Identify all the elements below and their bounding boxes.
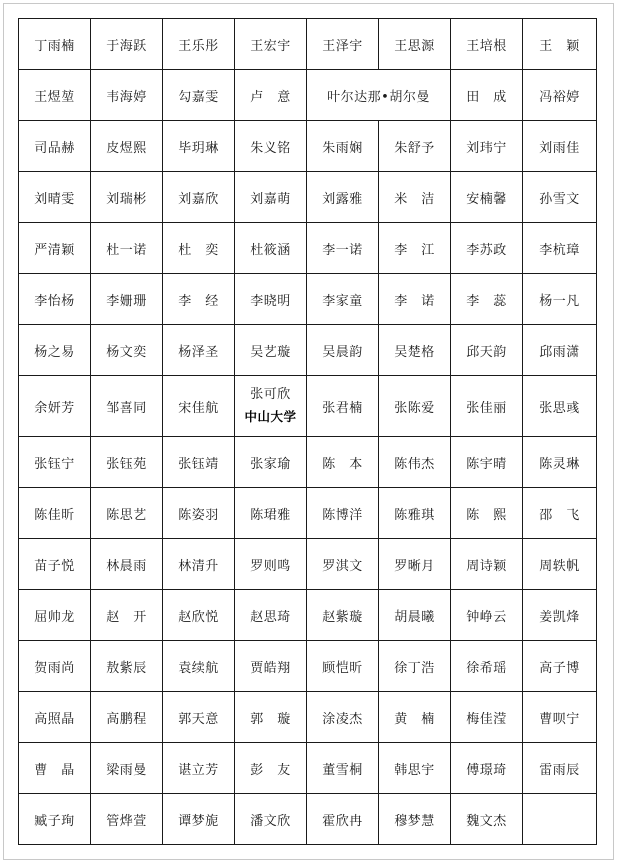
empty-cell bbox=[523, 794, 597, 845]
name-cell: 朱义铭 bbox=[235, 121, 307, 172]
name-text: 张可欣 bbox=[250, 386, 291, 402]
name-cell: 李 江 bbox=[379, 223, 451, 274]
name-cell: 陈伟杰 bbox=[379, 437, 451, 488]
name-cell: 高鹏程 bbox=[91, 692, 163, 743]
name-cell: 敖紫辰 bbox=[91, 641, 163, 692]
name-cell: 穆梦慧 bbox=[379, 794, 451, 845]
table-row bbox=[19, 325, 597, 376]
name-cell: 严清颖 bbox=[19, 223, 91, 274]
name-cell: 王思源 bbox=[379, 19, 451, 70]
name-cell: 贾皓翔 bbox=[235, 641, 307, 692]
name-cell: 丁雨楠 bbox=[19, 19, 91, 70]
table-row bbox=[19, 743, 597, 794]
name-cell: 屈帅龙 bbox=[19, 590, 91, 641]
name-cell: 赵欣悦 bbox=[163, 590, 235, 641]
name-cell: 刘瑞彬 bbox=[91, 172, 163, 223]
name-cell: 张佳丽 bbox=[451, 376, 523, 437]
name-cell: 谭梦旎 bbox=[163, 794, 235, 845]
name-cell: 胡晨曦 bbox=[379, 590, 451, 641]
name-cell: 涂凌杰 bbox=[307, 692, 379, 743]
table-row bbox=[19, 121, 597, 172]
name-cell: 雷雨辰 bbox=[523, 743, 597, 794]
name-cell: 刘嘉萌 bbox=[235, 172, 307, 223]
name-cell: 张思彧 bbox=[523, 376, 597, 437]
table-row bbox=[19, 641, 597, 692]
name-cell: 张陈爱 bbox=[379, 376, 451, 437]
name-cell: 张钰苑 bbox=[91, 437, 163, 488]
name-cell: 彭 友 bbox=[235, 743, 307, 794]
name-cell: 勾嘉雯 bbox=[163, 70, 235, 121]
name-cell: 李杭璋 bbox=[523, 223, 597, 274]
name-cell: 曹 晶 bbox=[19, 743, 91, 794]
name-cell: 安楠馨 bbox=[451, 172, 523, 223]
table-row bbox=[19, 488, 597, 539]
name-cell: 管烨萱 bbox=[91, 794, 163, 845]
name-cell: 林清升 bbox=[163, 539, 235, 590]
name-cell: 高子博 bbox=[523, 641, 597, 692]
name-cell: 杨之易 bbox=[19, 325, 91, 376]
name-cell: 王煜堃 bbox=[19, 70, 91, 121]
name-cell: 杨一凡 bbox=[523, 274, 597, 325]
name-cell: 姜凯烽 bbox=[523, 590, 597, 641]
name-cell: 赵 开 bbox=[91, 590, 163, 641]
name-cell: 徐希瑶 bbox=[451, 641, 523, 692]
table-row bbox=[19, 274, 597, 325]
name-cell: 罗晰月 bbox=[379, 539, 451, 590]
name-cell: 董雪桐 bbox=[307, 743, 379, 794]
name-cell: 邱雨潇 bbox=[523, 325, 597, 376]
school-label: 中山大学 bbox=[244, 409, 297, 425]
table-row bbox=[19, 376, 597, 437]
name-cell: 陈思艺 bbox=[91, 488, 163, 539]
name-cell: 王培根 bbox=[451, 19, 523, 70]
name-cell: 张家瑜 bbox=[235, 437, 307, 488]
name-cell: 陈博洋 bbox=[307, 488, 379, 539]
name-cell: 李 诺 bbox=[379, 274, 451, 325]
name-cell: 臧子珣 bbox=[19, 794, 91, 845]
name-cell: 王宏宇 bbox=[235, 19, 307, 70]
name-cell: 刘嘉欣 bbox=[163, 172, 235, 223]
name-cell: 顾恺昕 bbox=[307, 641, 379, 692]
table-row bbox=[19, 539, 597, 590]
name-cell: 刘晴雯 bbox=[19, 172, 91, 223]
name-cell: 陈雅琪 bbox=[379, 488, 451, 539]
name-cell: 李一诺 bbox=[307, 223, 379, 274]
name-cell: 陈珺雅 bbox=[235, 488, 307, 539]
name-cell: 赵紫璇 bbox=[307, 590, 379, 641]
name-cell: 王泽宇 bbox=[307, 19, 379, 70]
name-cell: 林晨雨 bbox=[91, 539, 163, 590]
name-cell: 刘玮宁 bbox=[451, 121, 523, 172]
name-cell: 郭天意 bbox=[163, 692, 235, 743]
name-cell: 魏文杰 bbox=[451, 794, 523, 845]
name-cell: 吴艺璇 bbox=[235, 325, 307, 376]
name-cell: 郭 璇 bbox=[235, 692, 307, 743]
name-cell: 李 蕊 bbox=[451, 274, 523, 325]
name-cell: 朱雨娴 bbox=[307, 121, 379, 172]
name-cell: 曹呗宁 bbox=[523, 692, 597, 743]
name-cell: 陈姿羽 bbox=[163, 488, 235, 539]
name-cell: 孙雪文 bbox=[523, 172, 597, 223]
name-cell: 王 颖 bbox=[523, 19, 597, 70]
name-cell: 张钰宁 bbox=[19, 437, 91, 488]
name-cell: 徐丁浩 bbox=[379, 641, 451, 692]
name-cell: 周轶帆 bbox=[523, 539, 597, 590]
name-cell: 朱舒予 bbox=[379, 121, 451, 172]
name-cell: 于海跃 bbox=[91, 19, 163, 70]
name-cell: 宋佳航 bbox=[163, 376, 235, 437]
name-cell: 杨泽圣 bbox=[163, 325, 235, 376]
name-cell-with-school bbox=[235, 376, 307, 437]
name-cell: 梁雨曼 bbox=[91, 743, 163, 794]
name-cell: 周诗颖 bbox=[451, 539, 523, 590]
name-cell: 张钰靖 bbox=[163, 437, 235, 488]
name-cell: 陈宇晴 bbox=[451, 437, 523, 488]
name-cell: 邹喜同 bbox=[91, 376, 163, 437]
name-cell: 刘露雅 bbox=[307, 172, 379, 223]
name-cell: 李晓明 bbox=[235, 274, 307, 325]
name-cell: 吴楚格 bbox=[379, 325, 451, 376]
name-cell: 陈 本 bbox=[307, 437, 379, 488]
name-cell: 韩思宇 bbox=[379, 743, 451, 794]
name-cell: 余妍芳 bbox=[19, 376, 91, 437]
name-cell: 司品赫 bbox=[19, 121, 91, 172]
table-row bbox=[19, 70, 597, 121]
name-cell: 李姗珊 bbox=[91, 274, 163, 325]
name-cell: 苗子悦 bbox=[19, 539, 91, 590]
name-cell: 黄 楠 bbox=[379, 692, 451, 743]
name-cell: 李 经 bbox=[163, 274, 235, 325]
name-cell: 张君楠 bbox=[307, 376, 379, 437]
name-cell: 谌立芳 bbox=[163, 743, 235, 794]
name-cell: 杜一诺 bbox=[91, 223, 163, 274]
name-cell: 罗则鸣 bbox=[235, 539, 307, 590]
name-cell: 陈 熙 bbox=[451, 488, 523, 539]
name-cell: 邵 飞 bbox=[523, 488, 597, 539]
name-cell: 冯裕婷 bbox=[523, 70, 597, 121]
name-cell: 邱天韵 bbox=[451, 325, 523, 376]
table-row bbox=[19, 794, 597, 845]
table-row bbox=[19, 590, 597, 641]
name-cell: 陈佳昕 bbox=[19, 488, 91, 539]
name-cell: 贺雨尚 bbox=[19, 641, 91, 692]
name-cell: 袁续航 bbox=[163, 641, 235, 692]
name-cell: 皮煜熙 bbox=[91, 121, 163, 172]
name-roster-table bbox=[18, 18, 597, 845]
name-cell: 陈灵琳 bbox=[523, 437, 597, 488]
name-cell: 卢 意 bbox=[235, 70, 307, 121]
table-row bbox=[19, 437, 597, 488]
name-cell: 傅璟琦 bbox=[451, 743, 523, 794]
name-cell: 李家童 bbox=[307, 274, 379, 325]
name-cell: 刘雨佳 bbox=[523, 121, 597, 172]
table-row bbox=[19, 19, 597, 70]
table-row bbox=[19, 223, 597, 274]
name-cell: 米 洁 bbox=[379, 172, 451, 223]
name-cell: 吴晨韵 bbox=[307, 325, 379, 376]
name-cell: 梅佳滢 bbox=[451, 692, 523, 743]
name-cell: 潘文欣 bbox=[235, 794, 307, 845]
name-cell: 毕玥琳 bbox=[163, 121, 235, 172]
name-cell: 高照晶 bbox=[19, 692, 91, 743]
name-cell: 杨文奕 bbox=[91, 325, 163, 376]
name-cell-wide: 叶尔达那•胡尔曼 bbox=[307, 70, 451, 121]
name-cell: 钟峥云 bbox=[451, 590, 523, 641]
name-cell: 李苏政 bbox=[451, 223, 523, 274]
name-cell: 王乐彤 bbox=[163, 19, 235, 70]
name-cell: 罗淇文 bbox=[307, 539, 379, 590]
name-cell: 杜 奕 bbox=[163, 223, 235, 274]
name-cell: 赵思琦 bbox=[235, 590, 307, 641]
table-row bbox=[19, 692, 597, 743]
name-cell: 杜筱涵 bbox=[235, 223, 307, 274]
name-cell: 霍欣冉 bbox=[307, 794, 379, 845]
table-row bbox=[19, 172, 597, 223]
name-cell: 田 成 bbox=[451, 70, 523, 121]
name-cell: 李怡杨 bbox=[19, 274, 91, 325]
name-cell: 韦海婷 bbox=[91, 70, 163, 121]
